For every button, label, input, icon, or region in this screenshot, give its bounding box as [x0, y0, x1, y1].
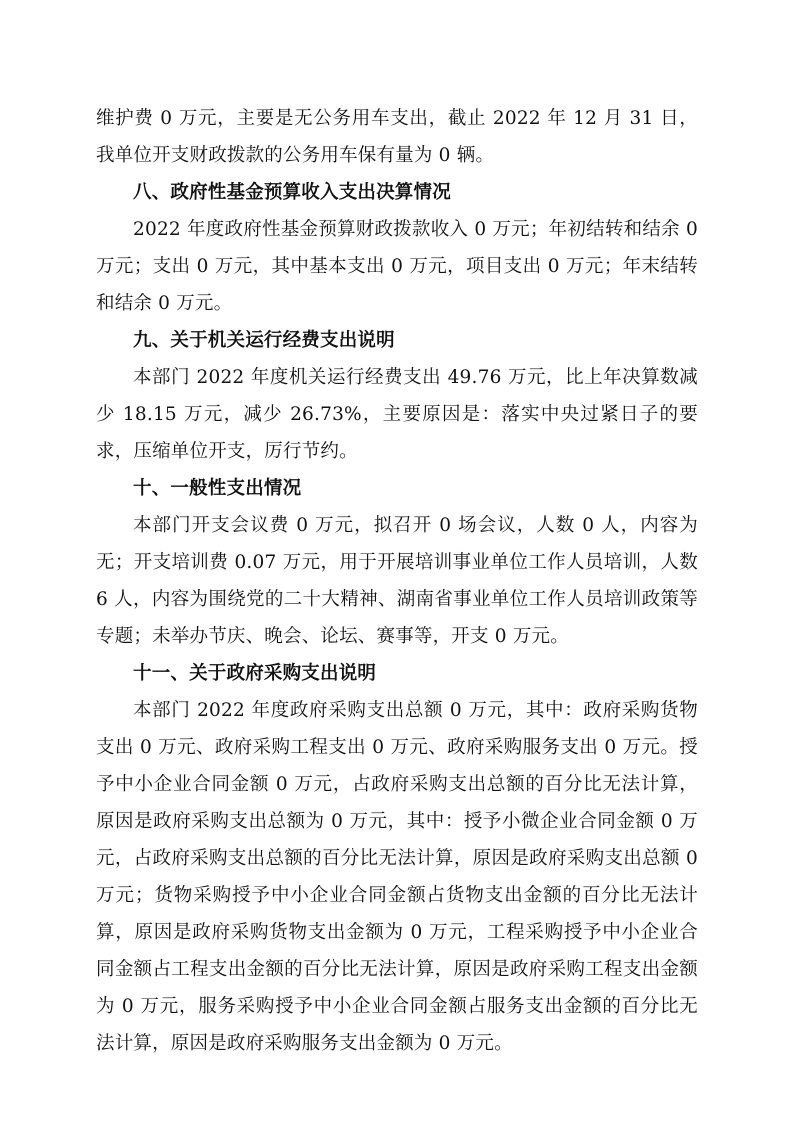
- section-11-body: 本部门 2022 年度政府采购支出总额 0 万元，其中：政府采购货物支出 0 万元、政府采购工程支出 0 万元、政府采购服务支出 0 万元。授予中小企业合同金额 0 万元，占政府采购支出总额的百分比无法计算，原因是政府采购支出总额为 0 万元，其中：授予小微企业合同金额 0 万元，占政府采购支出总额的百分比无法计算，原因是政府采购支出总额 0 万元；货物采购授予中小企业合同金额占货物支出金额的百分比无法计算，原因是政府采购货物支出金额为 0 万元，工程采购授予中小企业合同金额占工程支出金额的百分比无法计算，原因是政府采购工程支出金额为 0 万元，服务采购授予中小企业合同金额占服务支出金额的百分比无法计算，原因是政府采购服务支出金额为 0 万元。: [96, 700, 698, 1054]
- section-10-heading: 十、一般性支出情况: [133, 478, 302, 499]
- continued-paragraph: 维护费 0 万元，主要是无公务用车支出，截止 2022 年 12 月 31 日，我单位开支财政拨款的公务用车保有量为 0 辆。: [96, 108, 698, 166]
- section-9-heading: 九、关于机关运行经费支出说明: [133, 330, 395, 351]
- section-10-body: 本部门开支会议费 0 万元，拟召开 0 场会议，人数 0 人，内容为无；开支培训费 0.07 万元，用于开展培训事业单位工作人员培训，人数 6 人，内容为围绕党的二十大精神、湖南省事业单位工作人员培训政策等专题；未举办节庆、晚会、论坛、赛事等，开支 0 万元。: [96, 515, 698, 647]
- section-8-heading: 八、政府性基金预算收入支出决算情况: [133, 182, 451, 203]
- section-9-body: 本部门 2022 年度机关运行经费支出 49.76 万元，比上年决算数减少 18.15 万元，减少 26.73%，主要原因是：落实中央过紧日子的要求，压缩单位开支，厉行节约。: [96, 367, 698, 462]
- section-11-heading: 十一、关于政府采购支出说明: [133, 663, 377, 684]
- section-8-body: 2022 年度政府性基金预算财政拨款收入 0 万元；年初结转和结余 0 万元；支出 0 万元，其中基本支出 0 万元，项目支出 0 万元；年末结转和结余 0 万元。: [96, 219, 698, 314]
- document-page: [96, 100, 698, 1062]
